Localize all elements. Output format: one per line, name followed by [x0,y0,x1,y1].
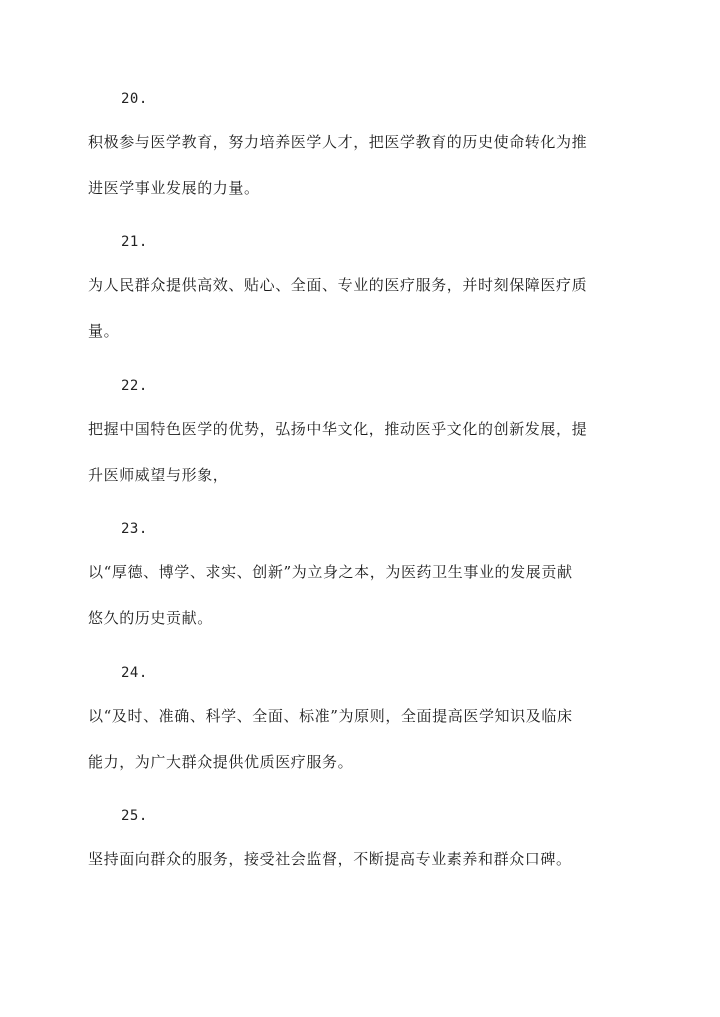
item-text-line-2: 悠久的历史贡献。 [88,609,213,627]
item-text-line-2: 升医师威望与形象， [88,466,229,484]
item-number: 20. [121,91,148,107]
item-text-line-2: 能力，为广大群众提供优质医疗服务。 [88,753,354,771]
item-number: 21. [121,234,148,250]
item-text-line-1: 积极参与医学教育，努力培养医学人才，把医学教育的历史使命转化为推 [88,133,588,151]
item-text-line-1: 坚持面向群众的服务，接受社会监督，不断提高专业素养和群众口碑。 [88,850,572,868]
item-text-line-1: 为人民群众提供高效、贴心、全面、专业的医疗服务，并时刻保障医疗质 [88,276,588,294]
item-number: 24. [121,665,148,681]
item-number: 23. [121,521,148,537]
item-text-line-2: 进医学事业发展的力量。 [88,179,260,197]
item-text-line-1: 以“厚德、博学、求实、创新”为立身之本，为医药卫生事业的发展贡献 [88,563,573,581]
item-text-line-2: 量。 [88,322,120,340]
item-text-line-1: 以“及时、准确、科学、全面、标准”为原则，全面提高医学知识及临床 [88,707,573,725]
item-text-line-1: 把握中国特色医学的优势，弘扬中华文化，推动医乎文化的创新发展，提 [88,420,588,438]
item-number: 22. [121,378,148,394]
item-number: 25. [121,808,148,824]
